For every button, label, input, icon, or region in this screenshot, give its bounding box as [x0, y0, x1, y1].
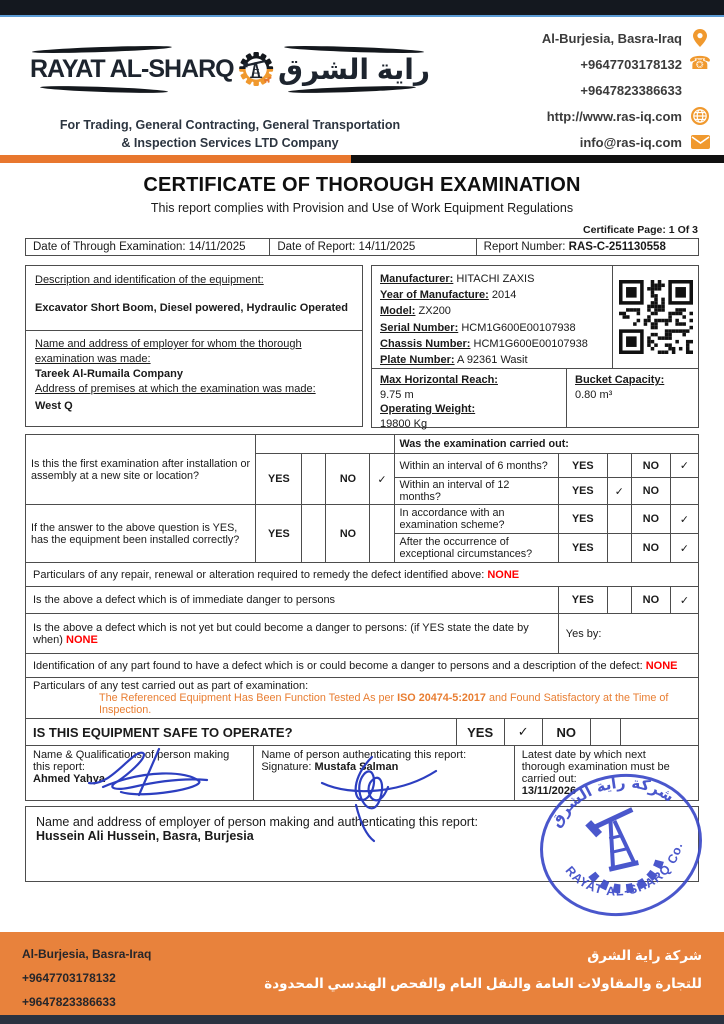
equipment-description-value: Excavator Short Boom, Diesel powered, Hydraulic Operated	[35, 302, 348, 314]
page-title: CERTIFICATE OF THOROUGH EXAMINATION	[143, 174, 581, 196]
report-date-value: 14/11/2025	[358, 241, 416, 253]
spec-serial: Serial Number: HCM1G600E00107938	[380, 321, 576, 334]
yes-label: YES	[558, 505, 607, 534]
header	[0, 17, 724, 155]
contact-website[interactable]	[542, 103, 710, 129]
spec-manufacturer: Manufacturer: HITACHI ZAXIS	[380, 273, 535, 285]
examination-table	[25, 434, 699, 563]
equipment-left-column	[25, 265, 363, 428]
qr-code	[619, 280, 693, 354]
envelope-icon	[690, 132, 710, 152]
employer-of-persons-label: Name and address of employer of person making and authenticating this report:	[36, 815, 478, 829]
yes-label: YES	[256, 454, 302, 505]
bucket-value: 0.80 m³	[575, 388, 613, 401]
repair-label: Particulars of any repair, renewal or alteration required to remedy the defect identified above:	[33, 568, 485, 581]
company-name-ar: راية الشرق	[277, 53, 430, 85]
checkbox-first-exam-yes[interactable]	[302, 454, 326, 505]
checkbox-interval6-no[interactable]: ✓	[670, 454, 698, 478]
checkbox-exceptional-no[interactable]: ✓	[670, 534, 698, 563]
test-cell	[26, 678, 699, 719]
report-number-value: RAS-C-251130558	[568, 241, 666, 253]
question-installed-correctly: If the answer to the above question is YES, has the equipment been installed correctly?	[26, 505, 256, 563]
logo-row	[30, 21, 430, 117]
premises-value: West Q	[35, 400, 73, 412]
location-pin-icon	[690, 28, 710, 48]
icon-spacer	[690, 80, 710, 100]
weight-value: 19800 Kg	[380, 417, 428, 430]
footer-phone1: +9647703178132	[22, 971, 116, 985]
company-name-en: RAYAT AL-SHARQ	[30, 54, 234, 83]
authenticator-cell	[254, 746, 514, 801]
email-text[interactable]: info@ras-iq.com	[579, 134, 682, 150]
safe-question: IS THIS EQUIPMENT SAFE TO OPERATE?	[26, 719, 457, 746]
checkbox-interval12-no[interactable]	[670, 478, 698, 505]
future-danger-question	[26, 614, 559, 654]
checkbox-first-exam-no[interactable]: ✓	[370, 454, 394, 505]
qr-code-cell	[612, 266, 698, 368]
phone2-text: +9647823386633	[580, 82, 682, 98]
repair-cell	[26, 563, 699, 587]
checkbox-immediate-no[interactable]: ✓	[670, 587, 698, 614]
checkbox-safe-yes[interactable]: ✓	[504, 719, 542, 746]
footer	[0, 932, 724, 1024]
carried-out-header: Was the examination carried out:	[394, 435, 698, 454]
gear-pumpjack-icon	[238, 23, 274, 115]
checkbox-immediate-yes[interactable]	[607, 587, 631, 614]
page-subtitle: This report complies with Provision and Use of Work Equipment Regulations	[150, 201, 574, 215]
swoosh-line	[40, 85, 168, 94]
accent-divider	[0, 155, 724, 163]
reach-value: 9.75 m	[380, 388, 414, 401]
no-label: NO	[631, 534, 670, 563]
test-result-text: The Referenced Equipment Has Been Function Tested As per ISO 20474-5:2017 and Found Satisfactory at the Time of Inspection.	[99, 692, 669, 716]
no-label: NO	[326, 454, 370, 505]
equipment-capacity-box	[371, 368, 699, 428]
no-label: NO	[326, 505, 370, 563]
reach-label: Max Horizontal Reach:	[380, 374, 498, 386]
future-danger-label: Is the above a defect which is not yet but could become a danger to persons: (if YES state the date by when)	[33, 621, 529, 646]
phone-icon: ☎	[688, 53, 712, 74]
future-danger-row	[25, 613, 699, 654]
footer-company-name-ar: شركة راية الشرق	[587, 948, 702, 963]
authenticator-name: Mustafa Salman	[314, 761, 399, 773]
no-label: NO	[631, 505, 670, 534]
divider-black	[351, 155, 724, 163]
exam-date-label: Date of Through Examination:	[33, 241, 186, 253]
next-exam-label: Latest date by which next thorough examination must be carried out:	[521, 749, 670, 785]
yes-label: YES	[256, 505, 302, 563]
checkbox-scheme-no[interactable]: ✓	[670, 505, 698, 534]
no-label: NO	[631, 454, 670, 478]
footer-contact	[22, 942, 151, 1014]
authenticator-signature-line: Signature: Mustafa Salman	[261, 761, 399, 773]
iso-standard: ISO 20474-5:2017	[397, 692, 486, 704]
yes-label: YES	[558, 534, 607, 563]
footer-bottom-bar	[0, 1015, 724, 1024]
yes-label: YES	[558, 454, 607, 478]
empty-cell	[620, 719, 698, 746]
test-row	[25, 677, 699, 719]
question-exam-scheme: In accordance with an examination scheme?	[394, 505, 558, 534]
bucket-label: Bucket Capacity:	[575, 374, 665, 386]
contact-address	[542, 25, 710, 51]
exam-date-value: 14/11/2025	[188, 241, 246, 253]
reach-weight-cell	[372, 369, 566, 430]
contact-phone1	[542, 51, 710, 77]
premises-label: Address of premises at which the examination was made:	[35, 383, 316, 395]
checkbox-interval6-yes[interactable]	[607, 454, 631, 478]
question-interval-6: Within an interval of 6 months?	[394, 454, 558, 478]
checkbox-exceptional-yes[interactable]	[607, 534, 631, 563]
swoosh-line	[288, 85, 416, 94]
equipment-section	[25, 265, 699, 428]
tagline-line2: & Inspection Services LTD Company	[121, 135, 339, 150]
future-danger-value: NONE	[66, 633, 98, 646]
company-logo	[30, 21, 430, 152]
no-label: NO	[631, 587, 670, 614]
identification-row	[25, 653, 699, 678]
employer-value: Tareek Al-Rumaila Company	[35, 368, 183, 380]
test-label: Particulars of any test carried out as part of examination:	[33, 680, 309, 692]
checkbox-safe-no[interactable]	[590, 719, 620, 746]
no-label: NO	[631, 478, 670, 505]
contact-phone2	[542, 77, 710, 103]
certificate-page-number: Certificate Page: 1 Of 3	[583, 224, 698, 236]
next-exam-date: 13/11/2026	[521, 785, 577, 797]
checkbox-installed-no[interactable]	[370, 505, 394, 563]
question-exceptional: After the occurrence of exceptional circumstances?	[394, 534, 558, 563]
yes-label: YES	[456, 719, 504, 746]
repair-value: NONE	[487, 568, 520, 581]
report-date-label: Date of Report:	[277, 241, 356, 253]
equipment-specs-box	[371, 265, 699, 369]
company-tagline	[30, 117, 430, 152]
contact-list	[542, 25, 710, 155]
address-text: Al-Burjesia, Basra-Iraq	[541, 30, 682, 46]
swoosh-line	[32, 45, 172, 55]
footer-tagline-ar: للتجارة والمقاولات العامة والنقل العام والفحص الهندسي المحدودة	[264, 976, 702, 991]
immediate-danger-row	[25, 586, 699, 614]
yes-label: YES	[558, 587, 607, 614]
tagline-line1: For Trading, General Contracting, General Transportation	[59, 118, 401, 132]
footer-company-arabic	[264, 942, 702, 998]
maker-name: Ahmed Yahya	[33, 773, 105, 785]
maker-label: Name & Qualifications of person making this report:	[33, 749, 230, 773]
footer-band	[0, 932, 724, 1015]
globe-icon	[690, 106, 710, 126]
report-number-cell	[476, 239, 698, 256]
no-label: NO	[542, 719, 590, 746]
weight-label: Operating Weight:	[380, 403, 476, 415]
employer-of-persons-value: Hussein Ali Hussein, Basra, Burjesia	[36, 829, 254, 843]
contact-email[interactable]	[542, 129, 710, 155]
identification-value: NONE	[645, 659, 678, 672]
equipment-description-label: Description and identification of the equipment:	[35, 274, 264, 286]
footer-address: Al-Burjesia, Basra-Iraq	[22, 947, 152, 961]
yes-by-cell[interactable]: Yes by:	[558, 614, 698, 654]
employer-label: Name and address of employer for whom the thorough examination was made:	[35, 338, 302, 365]
spec-model: Model: ZX200	[380, 305, 451, 318]
checkbox-scheme-yes[interactable]	[607, 505, 631, 534]
question-interval-12: Within an interval of 12 months?	[394, 478, 558, 505]
maker-cell	[26, 746, 254, 801]
equipment-description-box	[25, 265, 363, 331]
checkbox-installed-yes[interactable]	[302, 505, 326, 563]
authenticator-label: Name of person authenticating this report:	[261, 749, 467, 761]
identification-cell	[26, 654, 699, 678]
repair-row	[25, 562, 699, 587]
phone1-text: +9647703178132	[580, 56, 682, 72]
spec-chassis: Chassis Number: HCM1G600E00107938	[380, 337, 588, 350]
divider-orange	[0, 155, 351, 163]
meta-table	[25, 238, 699, 256]
identification-label: Identification of any part found to have a defect which is or could become a danger to persons and a description of the defect:	[33, 659, 643, 672]
report-date-cell	[270, 239, 476, 256]
employer-premises-box	[25, 330, 363, 427]
website-text[interactable]: http://www.ras-iq.com	[546, 108, 682, 124]
yes-label: YES	[558, 478, 607, 505]
stamp-arabic-text: شركة راية الشرق	[546, 773, 678, 831]
immediate-danger-question: Is the above a defect which is of immediate danger to persons	[26, 587, 559, 614]
spec-plate: Plate Number: A 92361 Wasit	[380, 354, 528, 367]
safe-to-operate-row	[25, 718, 699, 746]
footer-phone2: +9647823386633	[22, 995, 116, 1009]
stamp-english-text: RAYAT AL-SHARQ Co.	[562, 841, 686, 899]
spec-year: Year of Manufacture: 2014	[380, 289, 517, 302]
equipment-right-column	[371, 265, 699, 428]
report-number-label: Report Number:	[483, 241, 566, 253]
checkbox-interval12-yes[interactable]: ✓	[607, 478, 631, 505]
equipment-specs	[372, 266, 612, 368]
top-bar	[0, 0, 724, 17]
bucket-capacity-cell	[566, 369, 698, 427]
question-first-exam: Is this the first examination after installation or assembly at a new site or location?	[26, 435, 256, 505]
exam-date-cell	[26, 239, 270, 256]
empty-cell	[256, 435, 394, 454]
